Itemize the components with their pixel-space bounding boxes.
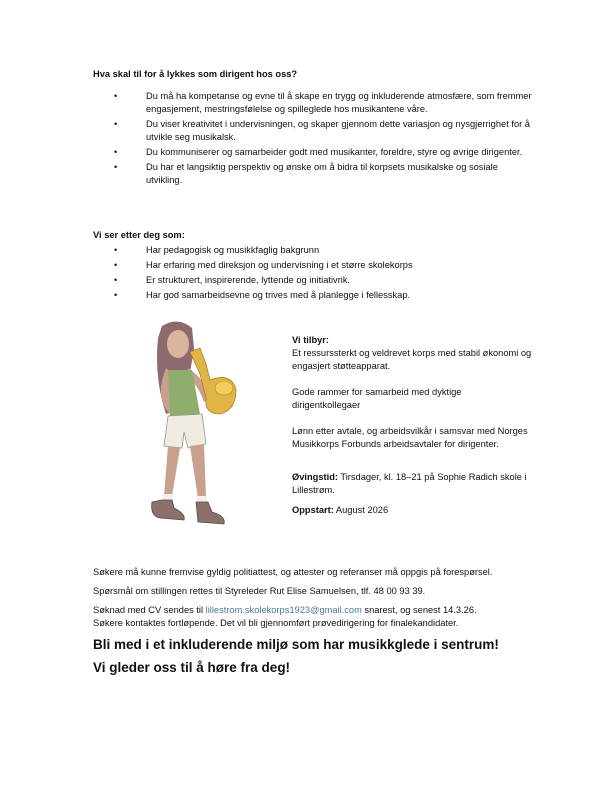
list-item: • Du kommuniserer og samarbeider godt med musikanter, foreldre, styre og øvrige dirigenter. <box>114 147 523 157</box>
face-shape <box>167 330 189 358</box>
contact-note: Spørsmål om stillingen rettes til Styreleder Rut Elise Samuelsen, tlf. 48 00 93 39. <box>93 586 426 596</box>
start-label: Oppstart: <box>292 505 334 515</box>
requirements-note: Søkere må kunne fremvise gyldig politiattest, og attester og referanser må oppgis på forespørsel. <box>93 567 493 577</box>
bullet-icon: • <box>114 147 118 157</box>
offer-paragraph: Et ressurssterkt og veldrevet korps med stabil økonomi og engasjert støtteapparat. <box>292 348 532 371</box>
email-link[interactable]: lillestrom.skolekorps1923@gmail.com <box>205 605 362 615</box>
offer-section <box>292 334 532 517</box>
process-note: Søkere kontaktes fortløpende. Det vil bli gjennomført prøvedirigering for finalekandidater. <box>93 618 459 628</box>
saxophone-player-illustration <box>140 318 240 536</box>
start-date: Oppstart: August 2026 <box>292 505 389 515</box>
offer-paragraph: Gode rammer for samarbeid med dyktige dirigentkollegaer <box>292 387 462 410</box>
practice-time: Øvingstid: Tirsdager, kl. 18–21 på Sophie Radich skole i Lillestrøm. <box>292 472 527 495</box>
shoe-right <box>196 502 224 524</box>
list-item: • Er strukturert, inspirerende, lyttende og initiativrik. <box>114 275 351 285</box>
section-heading-looking-for: Vi ser etter deg som: <box>93 230 185 240</box>
list-item: • Du må ha kompetanse og evne til å skape en trygg og inkluderende atmosfære, som fremmer engasjement, mestringsfølelse og spilleglede hos musikantene våre. <box>114 91 532 114</box>
practice-label: Øvingstid: <box>292 472 338 482</box>
list-item: • Har god samarbeidsevne og trives med å planlegge i fellesskap. <box>114 290 411 300</box>
bullet-icon: • <box>114 290 118 300</box>
qualifications-list <box>114 244 534 304</box>
list-item: • Har pedagogisk og musikkfaglig bakgrunn <box>114 245 320 255</box>
offer-heading: Vi tilbyr: <box>292 335 330 345</box>
list-item: • Du har et langsiktig perspektiv og ønske om å bidra til korpsets musikalske og sosiale utvikling. <box>114 162 498 185</box>
bullet-icon: • <box>114 245 118 255</box>
bullet-icon: • <box>114 260 118 270</box>
bullet-icon: • <box>114 275 118 285</box>
list-item: • Har erfaring med direksjon og undervisning i et større skolekorps <box>114 260 413 270</box>
headline-join: Bli med i et inkluderende miljø som har musikkglede i sentrum! <box>93 637 499 652</box>
bullet-icon: • <box>114 91 118 101</box>
bullet-icon: • <box>114 119 118 129</box>
application-note: Søknad med CV sendes til lillestrom.skolekorps1923@gmail.com snarest, og senest 14.3.26. <box>93 605 477 615</box>
shoe-left <box>152 500 185 520</box>
shorts-shape <box>164 414 206 448</box>
requirements-list <box>114 90 534 189</box>
list-item: • Du viser kreativitet i undervisningen, og skaper gjennom dette variasjon og nysgjerrighet for å utvikle seg musikalsk. <box>114 119 530 142</box>
bullet-icon: • <box>114 162 118 172</box>
application-info <box>93 566 523 682</box>
headline-closing: Vi gleder oss til å høre fra deg! <box>93 660 291 675</box>
section-heading-requirements: Hva skal til for å lykkes som dirigent hos oss? <box>93 69 298 79</box>
offer-paragraph: Lønn etter avtale, og arbeidsvilkår i samsvar med Norges Musikkorps Forbunds arbeidsavtaler for dirigenter. <box>292 426 528 449</box>
